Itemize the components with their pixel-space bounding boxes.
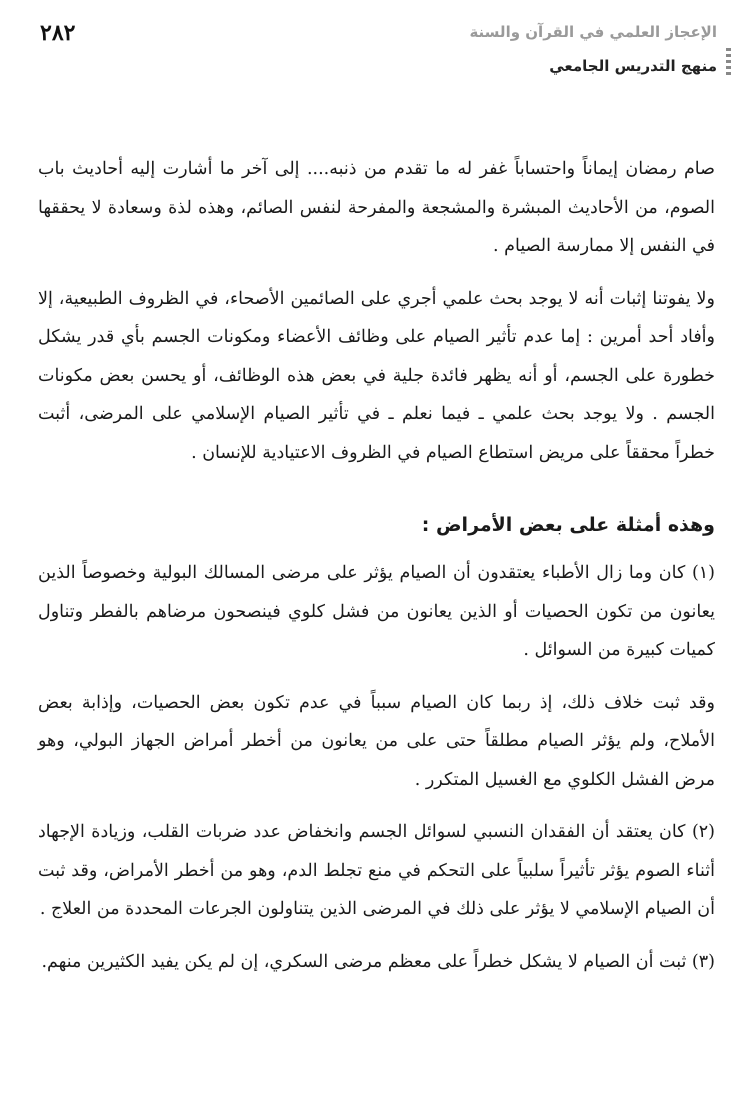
running-header (197, 22, 717, 76)
running-title: الإعجاز العلمي في القرآن والسنة (469, 23, 717, 41)
paragraph-6: (٣) ثبت أن الصيام لا يشكل خطراً على معظم مرضى السكري، إن لم يكن يفيد الكثيرين منهم. (41, 951, 715, 972)
running-subtitle: منهج التدريس الجامعي (549, 57, 717, 75)
section-heading: وهذه أمثلة على بعض الأمراض : (421, 514, 715, 536)
paragraph-5: (٢) كان يعتقد أن الفقدان النسبي لسوائل الجسم وانخفاض عدد ضربات القلب، وزيادة الإجهاد أثناء الصوم يؤثر تأثيراً سلبياً على التحكم في منع تجلط الدم، وهو من أخطر الأمراض، وقد ثبت أن الصيام الإسلامي لا يؤثر على ذلك في المرضى الذين يتناولون الجرعات المحددة من العلاج . (38, 822, 715, 919)
body-text (38, 150, 715, 981)
page-number: ٢٨٢ (40, 20, 76, 46)
paragraph-3: (١) كان وما زال الأطباء يعتقدون أن الصيام يؤثر على مرضى المسالك البولية وخصوصاً الذين يعانون من تكون الحصيات أو الذين يعانون من فشل كلوي فينصحون مرضاهم بالفطر وتناول كميات كبيرة من السوائل . (38, 563, 715, 660)
header-ornament (726, 48, 731, 78)
paragraph-1: صام رمضان إيماناً واحتساباً غفر له ما تقدم من ذنبه.... إلى آخر ما أشارت إليه أحاديث باب الصوم، من الأحاديث المبشرة والمشجعة والمفرحة لنفس الصائم، وهذه لذة وسعادة لا يحققها في النفس إلا ممارسة الصيام . (38, 159, 715, 256)
paragraph-2: ولا يفوتنا إثبات أنه لا يوجد بحث علمي أجري على الصائمين الأصحاء، في الظروف الطبيعية، إلا وأفاد أحد أمرين : إما عدم تأثير الصيام على وظائف الأعضاء ومكونات الجسم بأي قدر يشكل خطورة على الجسم، أو أنه يظهر فائدة جلية في بعض هذه الوظائف، أو يحسن بعض مكونات الجسم . ولا يوجد بحث علمي ـ فيما نعلم ـ في تأثير الصيام الإسلامي على المرضى، أثبت خطراً محققاً على مريض استطاع الصيام في الظروف الاعتيادية للإنسان . (38, 288, 715, 463)
paragraph-4: وقد ثبت خلاف ذلك، إذ ربما كان الصيام سبباً في عدم تكون بعض الحصيات، وإذابة بعض الأملاح، ولم يؤثر الصيام مطلقاً حتى على من يعانون من أخطر أمراض الجهاز البولي، وهو مرض الفشل الكلوي مع الغسيل المتكرر . (38, 692, 715, 790)
